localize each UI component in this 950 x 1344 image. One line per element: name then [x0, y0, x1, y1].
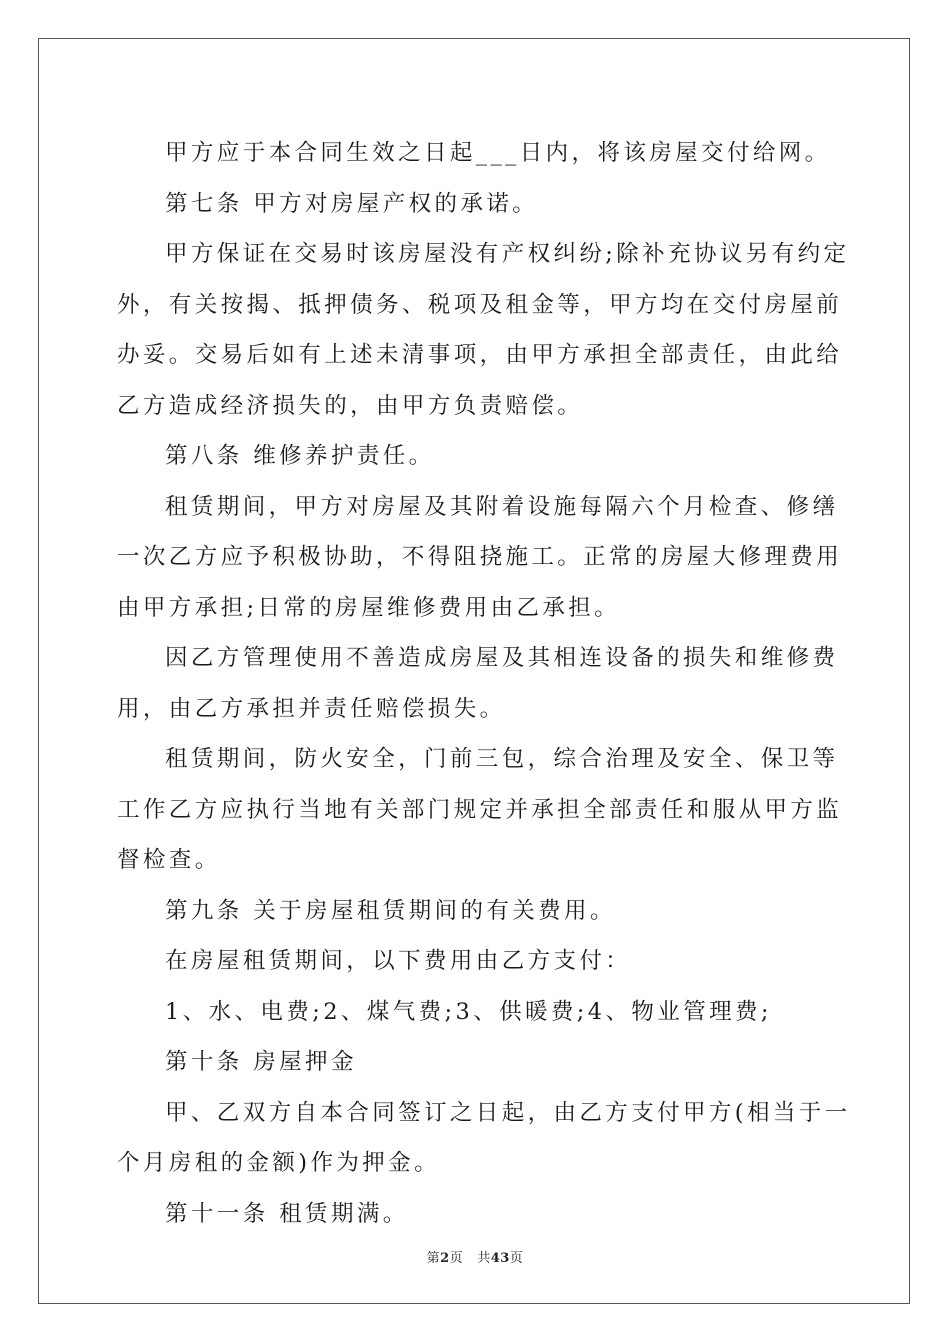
- paragraph: 在房屋租赁期间，以下费用由乙方支付：: [165, 948, 632, 974]
- page-suffix: 页: [449, 1251, 464, 1266]
- paragraph: 1、水、电费;2、煤气费;3、供暖费;4、物业管理费;: [165, 998, 772, 1025]
- paragraph: 甲、乙双方自本合同签订之日起，由乙方支付甲方(相当于一个月房租的金额)作为押金。: [117, 1099, 851, 1176]
- page-prefix: 第: [426, 1251, 441, 1266]
- paragraph: 甲方保证在交易时该房屋没有产权纠纷;除补充协议另有约定外，有关按揭、抵押债务、税项及租金等，甲方均在交付房屋前办妥。交易后如有上述未清事项，由甲方承担全部责任，由此给乙方造成经济损失的，由甲方负责赔偿。: [117, 241, 850, 419]
- article-heading: 第七条 甲方对房屋产权的承诺。: [165, 190, 539, 217]
- total-prefix: 共: [477, 1251, 491, 1266]
- total-pages: 43: [490, 1251, 510, 1266]
- article-heading: 第十一条 租赁期满。: [165, 1200, 409, 1227]
- article-heading: 第九条 关于房屋租赁期间的有关费用。: [165, 897, 616, 924]
- paragraph: 租赁期间，防火安全，门前三包，综合治理及安全、保卫等工作乙方应执行当地有关部门规定并承担全部责任和服从甲方监督检查。: [117, 746, 843, 873]
- article-heading: 第十条 房屋押金: [165, 1049, 357, 1075]
- document-body: [117, 128, 857, 1239]
- page-footer: [0, 1247, 950, 1266]
- total-suffix: 页: [509, 1251, 524, 1266]
- paragraph: 租赁期间，甲方对房屋及其附着设施每隔六个月检查、修缮一次乙方应予积极协助，不得阻挠施工。正常的房屋大修理费用由甲方承担;日常的房屋维修费用由乙承担。: [117, 493, 843, 621]
- page-number: 2: [440, 1251, 450, 1266]
- article-heading: 第八条 维修养护责任。: [165, 443, 435, 469]
- paragraph: 因乙方管理使用不善造成房屋及其相连设备的损失和维修费用，由乙方承担并责任赔偿损失。: [117, 645, 839, 722]
- paragraph: 甲方应于本合同生效之日起___日内，将该房屋交付给网。: [165, 140, 831, 166]
